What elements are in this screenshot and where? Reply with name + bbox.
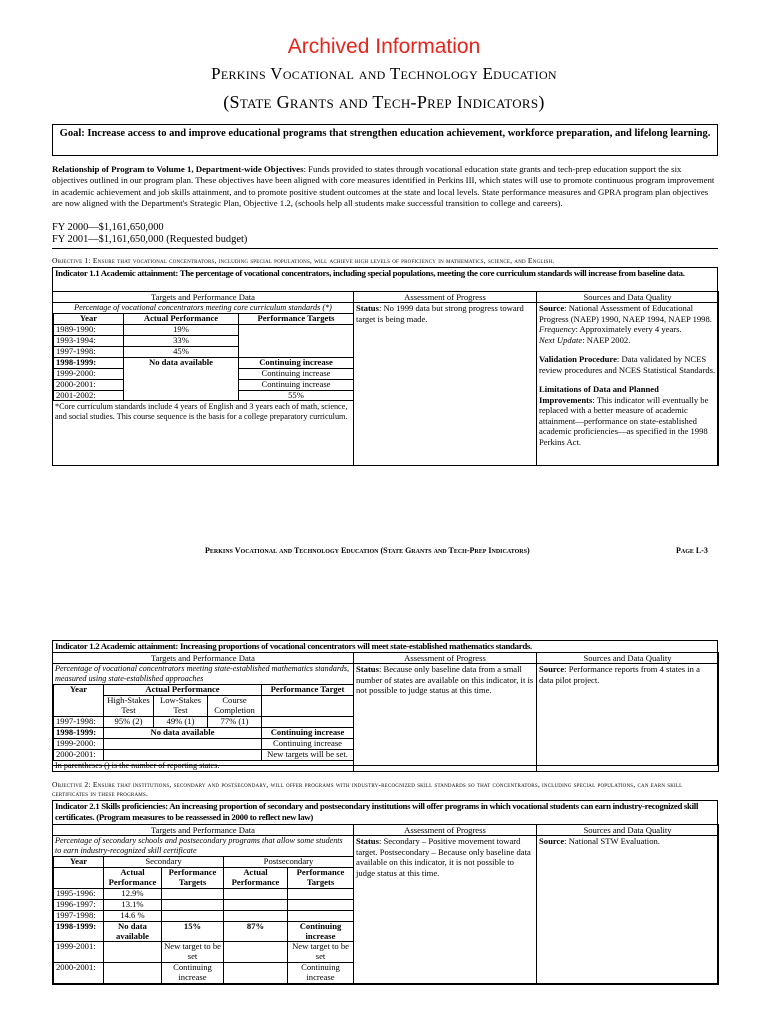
archived-label: Archived Information bbox=[287, 35, 481, 58]
goal-box: Goal: Increase access to and improve educational programs that strengthen education achievement, workforce preparation, and lifelong learning. bbox=[52, 124, 718, 156]
table-row: 1999-2001: New target to be set New target to be set bbox=[54, 942, 354, 963]
assessment-cell: Status: Because only baseline data from a small number of states are available on this indicator, it is not possible to judge status at this time. bbox=[354, 664, 537, 771]
indicator-2-1-table: Targets and Performance Data Assessment of Progress Sources and Data Quality Percentage of secondary schools and postsecondary programs that allow some students to earn industry-recognized skill certificate Year Secondary Postsecondary Actual Performance Performance Targets Actual Performance Performance Targets 1995-1996: 12.9% 1996-1997: 13.1% 1997-1998: 14.6 % 1998-1999: No data available 15% 87% Continuing increase 1999-2001: New target to be set New target to be set 2000-2001: Continuing increase Continuing increase Status: Secondary – Positive movement toward target. Postsecondary – Because only baseline data available on this indicator, it is not possible to judge status at this time. Source: National STW Evaluation. bbox=[52, 824, 719, 985]
table-row: 1989-1990: 19% bbox=[54, 325, 354, 336]
table-note: *Core curriculum standards include 4 years of English and 3 years each of math, science, and social studies. This course sequence is the basis for a college preparatory curriculum. bbox=[55, 402, 348, 422]
table-row: 2001-2002: 55% bbox=[54, 390, 354, 401]
table-note: In parentheses () is the number of reporting states. bbox=[55, 760, 220, 770]
objective-2: Objective 2: Ensure that institutions, secondary and postsecondary, will offer programs with industry-recognized skill standards so that concentrators, including special populations, can earn skill certificates in these programs. bbox=[52, 780, 683, 799]
sources-cell: Source: National Assessment of Educational Progress (NAEP) 1990, NAEP 1994, NAEP 1998. Frequency: Approximately every 4 years. Next Update: NAEP 2002. Validation Procedure: Data validated by NCES review procedures and NCES Statistical Standards. Limitations of Data and Planned Improvements: This indicator will eventually be replaced with a better measure of academic attainment—performance on state-established academic proficiencies—as specified in the 1998 Perkins Act. bbox=[537, 303, 719, 466]
assessment-cell: Status: No 1999 data but strong progress toward target is being made. bbox=[354, 303, 537, 466]
table-row: 1997-1998: 14.6 % bbox=[54, 910, 354, 921]
relationship-paragraph bbox=[52, 164, 718, 209]
table-row: 1995-1996: 12.9% bbox=[54, 889, 354, 900]
table-row: 1996-1997: 13.1% bbox=[54, 899, 354, 910]
col-header-assessment: Assessment of Progress bbox=[354, 292, 537, 303]
table-row: 1998-1999: No data available 15% 87% Continuing increase bbox=[54, 921, 354, 942]
table-row: 1999-2000: Continuing increase bbox=[54, 738, 354, 749]
table-row: 2000-2001: New targets will be set. bbox=[54, 749, 354, 760]
table-row: 1997-1998: 95% (2) 49% (1) 77% (1) bbox=[54, 717, 354, 728]
table-row: 1997-1998: 45% bbox=[54, 347, 354, 358]
footer-title: Perkins Vocational and Technology Education (State Grants and Tech-Prep Indicators) bbox=[205, 546, 530, 555]
col-header-sources: Sources and Data Quality bbox=[537, 292, 719, 303]
table-row: 1999-2000: Continuing increase bbox=[54, 368, 354, 379]
performance-table bbox=[53, 313, 354, 401]
page-subtitle: (State Grants and Tech-Prep Indicators) bbox=[223, 92, 545, 112]
table-row: 1993-1994: 33% bbox=[54, 336, 354, 347]
performance-table: Year Actual Performance Performance Target High-Stakes Test Low-Stakes Test Course Completion 1997-1998: 95% (2) 49% (1) 77% (1) 1998-1999: No data available Continuing increase 1999-2000: Continuing increase 2000-2001: New targets will be set. bbox=[53, 684, 354, 760]
sources-cell: Source: National STW Evaluation. bbox=[537, 836, 719, 985]
indicator-1-2: Indicator 1.2 Academic attainment: Increasing proportions of vocational concentrators will meet state-established mathematics standards. bbox=[55, 641, 532, 651]
performance-table: Year Secondary Postsecondary Actual Performance Performance Targets Actual Performance Performance Targets 1995-1996: 12.9% 1996-1997: 13.1% 1997-1998: 14.6 % 1998-1999: No data available 15% 87% Continuing increase 1999-2001: New target to be set New target to be set 2000-2001: Continuing increase Continuing increase bbox=[53, 856, 354, 984]
fy2001-budget: FY 2001—$1,161,650,000 (Requested budget) bbox=[52, 234, 248, 245]
table-row: 1998-1999: No data available Continuing increase bbox=[54, 357, 354, 368]
sources-cell: Source: Performance reports from 4 states in a data pilot project. bbox=[537, 664, 719, 771]
th-actual: Actual Performance bbox=[124, 314, 239, 325]
th-target: Performance Targets bbox=[239, 314, 354, 325]
table-caption: Percentage of vocational concentrators meeting core curriculum standards (*) bbox=[74, 303, 332, 313]
col-header-targets: Targets and Performance Data bbox=[53, 292, 354, 303]
indicator-1-2-table: Targets and Performance Data Assessment of Progress Sources and Data Quality Percentage of vocational concentrators meeting state-established mathematics standards, measured using state-established approaches Year Actual Performance Performance Target High-Stakes Test Low-Stakes Test Course Completion 1997-1998: 95% (2) 49% (1) 77% (1) 1998-1999: No data available Continuing increase 1999-2000: Continuing increase 2000-2001: New targets will be set. In parentheses () is the number of reporting states. Status: Because only baseline data from a small number of states are available on this indicator, it is not possible to judge status at this time. Source: Performance reports from 4 states in a data pilot project. bbox=[52, 652, 719, 772]
relationship-body: : Funds provided to states through vocational education state grants and tech-prep education support the six objectives outlined in our program plan. These objectives have been aligned with core measures identified in Perkins III, which states will use to promote continuous program improvement in academic achievement and job skills attainment, and to promote positive student outcomes at the state and local levels. State performance measures and GPRA program plan objectives are now aligned with the Department's Strategic Plan, Objective 1.2, (schools help all students make successful transition to college and careers). bbox=[52, 164, 715, 208]
indicator-2-1: Indicator 2.1 Skills proficiencies: An increasing proportion of secondary and postsecondary institutions will offer programs in which vocational students can earn industry-recognized skill certificates. (Program measures to be reassessed in 2000 to reflect new law) bbox=[55, 801, 699, 822]
page-title: Perkins Vocational and Technology Education bbox=[211, 64, 557, 83]
divider bbox=[52, 248, 718, 249]
page-number: Page L-3 bbox=[676, 546, 708, 555]
fy2000-budget: FY 2000—$1,161,650,000 bbox=[52, 222, 164, 233]
table-row: 2000-2001: Continuing increase Continuing increase bbox=[54, 963, 354, 984]
assessment-cell: Status: Secondary – Positive movement toward target. Postsecondary – Because only baseline data available on this indicator, it is not possible to judge status at this time. bbox=[354, 836, 537, 985]
table-caption: Percentage of secondary schools and postsecondary programs that allow some students to earn industry-recognized skill certificate bbox=[55, 836, 343, 856]
objective-1: Objective 1: Ensure that vocational concentrators, including special populations, will achieve high levels of proficiency in mathematics, science, and English. bbox=[52, 256, 555, 265]
table-row: 1998-1999: No data available Continuing increase bbox=[54, 727, 354, 738]
indicator-1-1-table bbox=[52, 291, 719, 466]
th-year: Year bbox=[54, 314, 124, 325]
table-caption: Percentage of vocational concentrators meeting state-established mathematics standards, measured using state-established approaches bbox=[55, 664, 350, 684]
table-row: 2000-2001: Continuing increase bbox=[54, 379, 354, 390]
indicator-1-1: Indicator 1.1 Academic attainment: The percentage of vocational concentrators, including special populations, meeting the core curriculum standards will increase from baseline data. bbox=[55, 268, 685, 278]
relationship-heading: Relationship of Program to Volume 1, Department-wide Objectives bbox=[52, 164, 304, 174]
